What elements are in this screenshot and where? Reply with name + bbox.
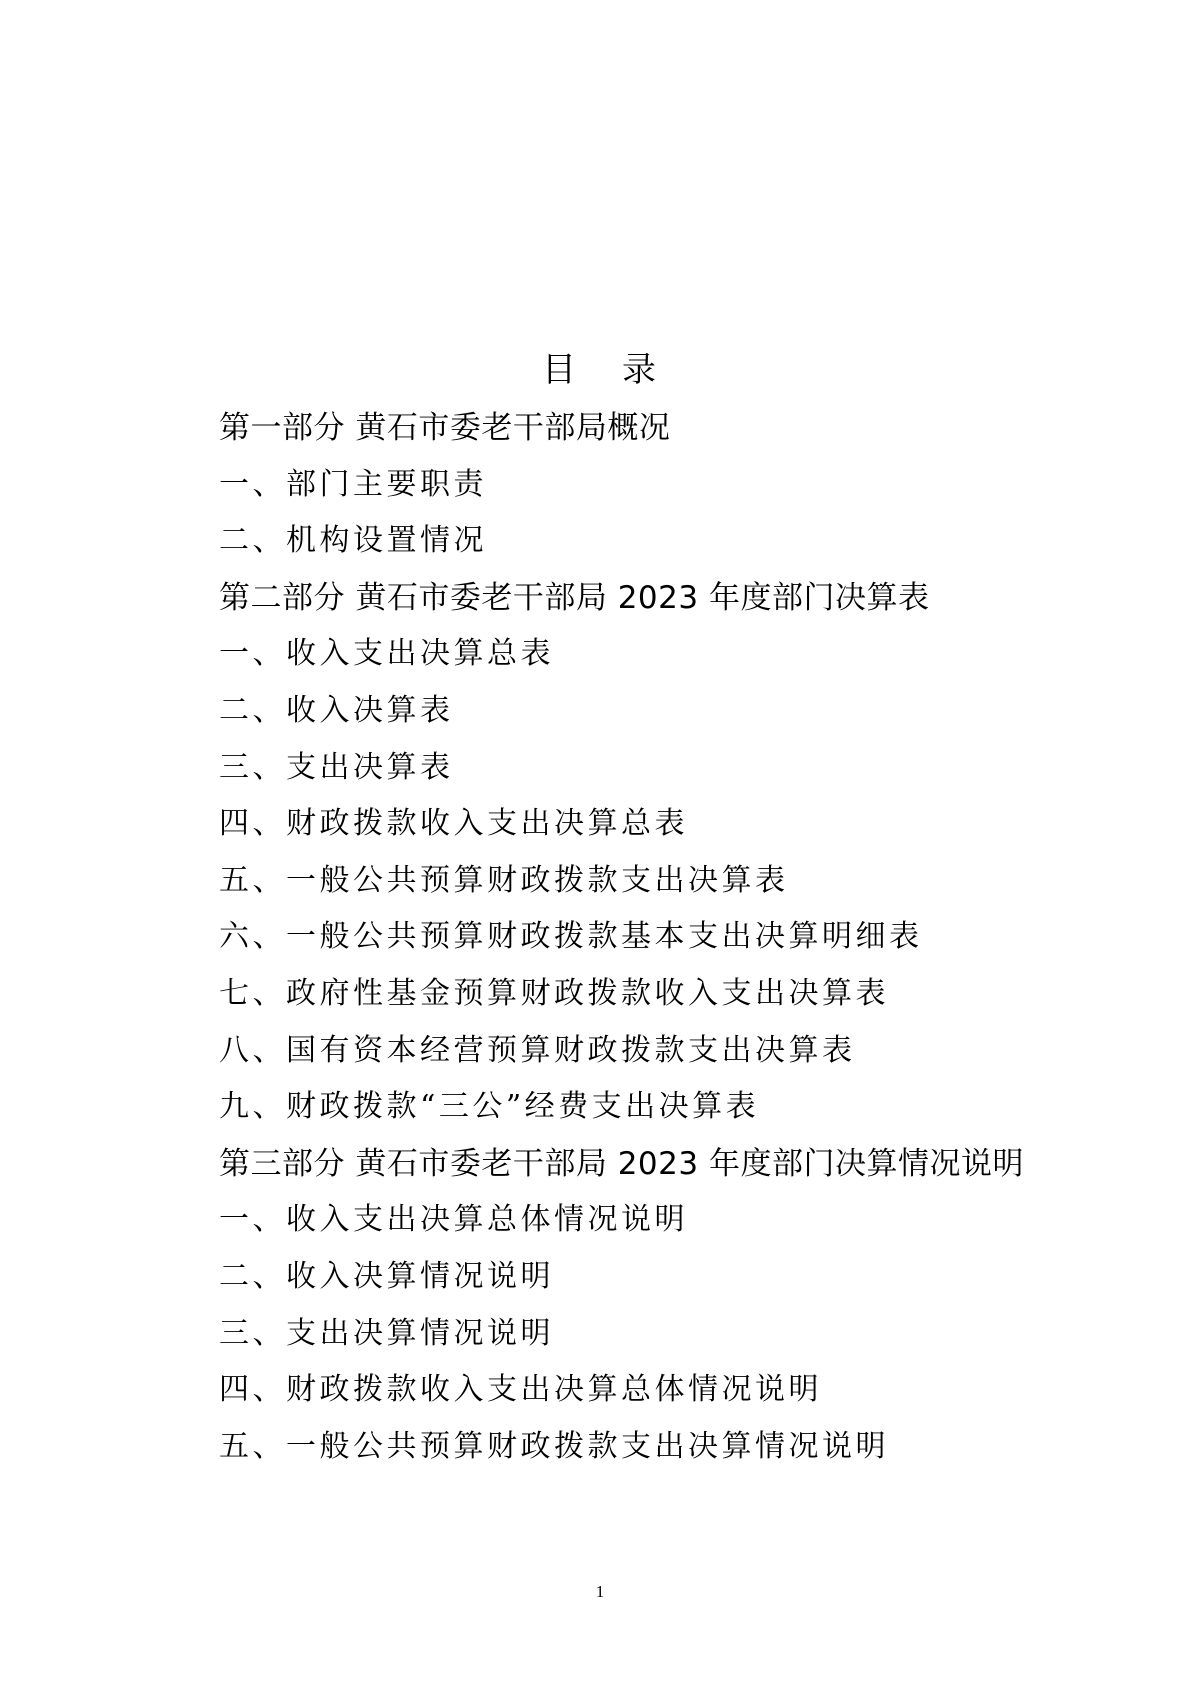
- toc-item: 一、部门主要职责: [219, 466, 487, 502]
- toc-item: 五、一般公共预算财政拨款支出决算情况说明: [219, 1428, 889, 1464]
- toc-item: 九、财政拨款“三公”经费支出决算表: [219, 1089, 760, 1125]
- toc-item: 六、一般公共预算财政拨款基本支出决算明细表: [219, 919, 923, 955]
- toc-item: 七、政府性基金预算财政拨款收入支出决算表: [219, 975, 889, 1011]
- page-number: 1: [595, 1582, 605, 1601]
- toc-title: [0, 346, 1200, 394]
- toc-item: 三、支出决算情况说明: [219, 1315, 554, 1351]
- toc-item: 四、财政拨款收入支出决算总表: [219, 806, 688, 842]
- toc-part-heading: 第一部分 黄石市委老干部局概况: [219, 410, 671, 446]
- toc-title-left: 目: [542, 350, 578, 390]
- toc-item: 二、机构设置情况: [219, 523, 487, 559]
- toc-item: 五、一般公共预算财政拨款支出决算表: [219, 862, 789, 898]
- toc-item: 八、国有资本经营预算财政拨款支出决算表: [219, 1032, 856, 1068]
- toc-item: 一、收入支出决算总体情况说明: [219, 1202, 688, 1238]
- toc-list: [219, 400, 1119, 1475]
- toc-item: 三、支出决算表: [219, 749, 454, 785]
- toc-part-heading: 第二部分 黄石市委老干部局 2023 年度部门决算表: [219, 579, 930, 616]
- toc-part-heading: 第三部分 黄石市委老干部局 2023 年度部门决算情况说明: [219, 1145, 1024, 1182]
- toc-item: 二、收入决算表: [219, 692, 454, 728]
- toc-item: 四、财政拨款收入支出决算总体情况说明: [219, 1372, 822, 1408]
- toc-title-right: 录: [622, 350, 658, 390]
- toc-item: 二、收入决算情况说明: [219, 1258, 554, 1294]
- toc-item: 一、收入支出决算总表: [219, 636, 554, 672]
